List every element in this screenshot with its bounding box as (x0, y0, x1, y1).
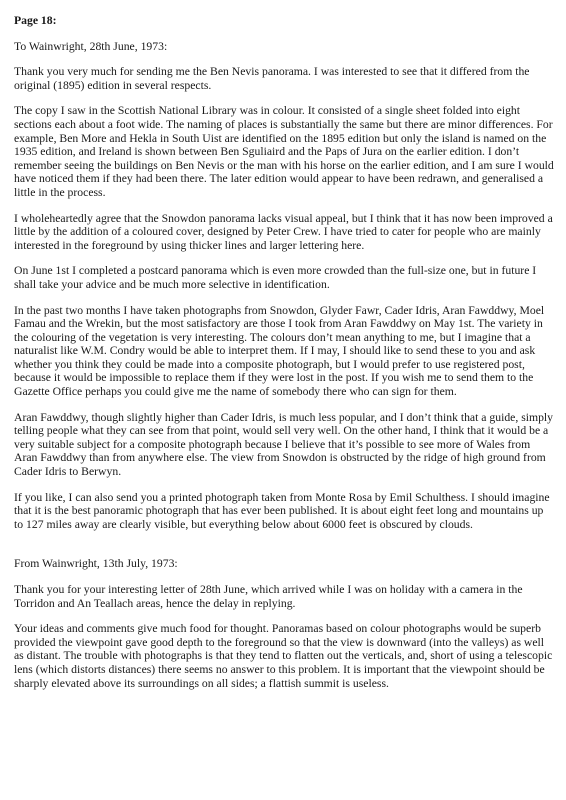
letter-paragraph: Aran Fawddwy, though slightly higher than Cader Idris, is much less popular, and I don’t think that a guide, simply telling people what they can see from that point, would sell very well. On the other hand, I think that it would be a very suitable subject for a composite photograph because I believe that it’s possible to see more of Wales from Aran Fawddwy than from anywhere else. The view from Snowdon is obstructed by the ridge of high ground from Cader Idris to Berwyn. (14, 410, 554, 479)
letter-paragraph: Thank you very much for sending me the Ben Nevis panorama. I was interested to see that it differed from the original (1895) edition in several respects. (14, 65, 530, 92)
letter-paragraph: Thank you for your interesting letter of 28th June, which arrived while I was on holiday with a camera in the Torridon and An Teallach areas, hence the delay in replying. (14, 583, 523, 610)
letter-1 (14, 40, 555, 532)
letter-heading: To Wainwright, 28th June, 1973: (14, 39, 168, 53)
letter-paragraph: Your ideas and comments give much food for thought. Panoramas based on colour photographs would be superb provided the viewpoint gave good depth to the foreground so that the view is downward (into the valleys) as well as distant. The trouble with photographs is that they tend to flatten out the verticals, and, short of using a telescopic lens (which distorts distances) there seems no answer to this problem. It is important that the viewpoint should be sharply elevated above its surroundings on all sides; a flattish summit is useless. (14, 622, 553, 690)
letter-separator (14, 543, 555, 557)
letter-paragraph: On June 1st I completed a postcard panorama which is even more crowded than the full-size one, but in future I shall take your advice and be much more selective in identification. (14, 264, 537, 291)
letter-paragraph: If you like, I can also send you a printed photograph taken from Monte Rosa by Emil Schulthess. I should imagine that it is the best panoramic photograph that has ever been published. It is about eight feet long and mountains up to 127 miles away are clearly visible, but everything below about 6000 feet is obscured by clouds. (14, 490, 550, 531)
document-page (14, 14, 555, 702)
letter-paragraph: In the past two months I have taken photographs from Snowdon, Glyder Fawr, Cader Idris, Aran Fawddwy, Moel Famau and the Wrekin, but the most satisfactory are those I took from Aran Fawddwy on May 1st. The variety in the colouring of the vegetation is very interesting. The colours don’t mean anything to me, but I imagine that a naturalist like W.M. Condry would be able to interpret them. If I may, I should like to send these to you and ask whether you think they could be made into a composite photograph, but I would prefer to use registered post, because it would be impossible to replace them if they were lost in the post. If you wish me to send them to the Gazette Office perhaps you could give me the name of somebody there who can sign for them. (14, 303, 545, 399)
letter-heading: From Wainwright, 13th July, 1973: (14, 557, 178, 571)
page-label: Page 18: (14, 14, 57, 27)
letter-paragraph: The copy I saw in the Scottish National Library was in colour. It consisted of a single sheet folded into eight sections each about a foot wide. The naming of places is substantially the same but there are minor differences. For example, Ben More and Hekla in South Uist are identified on the 1895 edition but only the island is named on the 1935 edition, and Ireland is shown between Ben Sguliaird and the Paps of Jura on the earlier edition. I don’t remember seeing the buildings on Ben Nevis or the man with his horse on the earlier edition, and I am sure I would have noticed them if they had been there. The later edition would appear to have been redrawn, and generalised a little in the process. (14, 104, 554, 199)
letter-paragraph: I wholeheartedly agree that the Snowdon panorama lacks visual appeal, but I think that it has now been improved a little by the addition of a coloured cover, designed by Peter Crew. I have tried to cater for people who are mainly interested in the foreground by using thicker lines and larger lettering here. (14, 211, 553, 252)
letter-2 (14, 557, 555, 690)
